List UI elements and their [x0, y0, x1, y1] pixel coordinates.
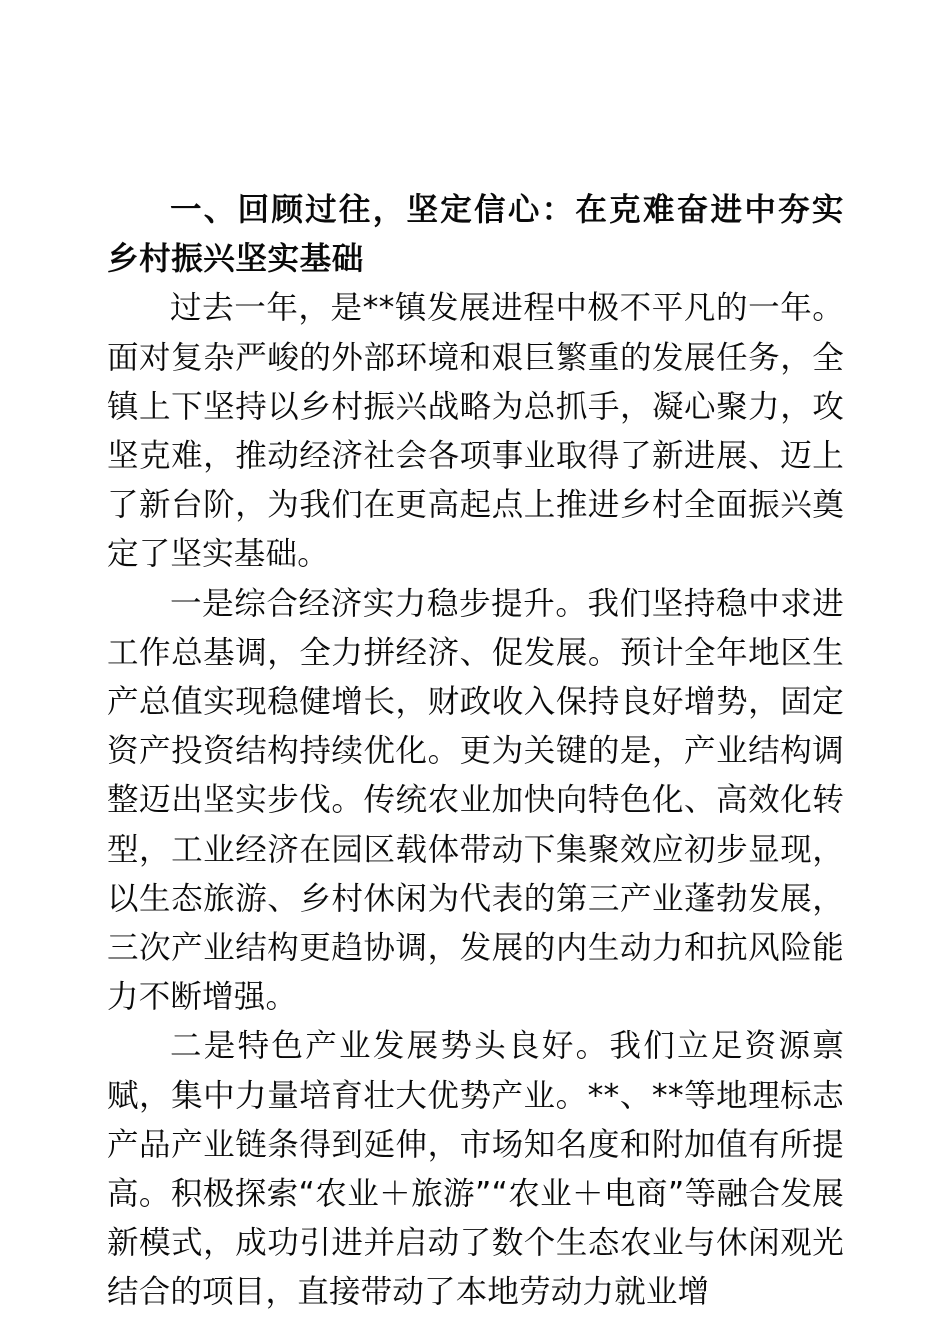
paragraph-point-one-economy: 一是综合经济实力稳步提升。我们坚持稳中求进工作总基调，全力拼经济、促发展。预计全年地区生产总值实现稳健增长，财政收入保持良好增势，固定资产投资结构持续优化。更为关键的是，产业结构调整迈出坚实步伐。传统农业加快向特色化、高效化转型，工业经济在园区载体带动下集聚效应初步显现，以生态旅游、乡村休闲为代表的第三产业蓬勃发展，三次产业结构更趋协调，发展的内生动力和抗风险能力不断增强。 [107, 585, 844, 1016]
paragraph-point-two-industry: 二是特色产业发展势头良好。我们立足资源禀赋，集中力量培育壮大优势产业。**、**等地理标志产品产业链条得到延伸，市场知名度和附加值有所提高。积极探索“农业＋旅游”“农业＋电商”等融合发展新模式，成功引进并启动了数个生态农业与休闲观光结合的项目，直接带动了本地劳动力就业增 [107, 1028, 844, 1311]
document-text-body [107, 186, 844, 1318]
section-heading-one: 一、回顾过往，坚定信心：在克难奋进中夯实乡村振兴坚实基础 [107, 192, 844, 278]
paragraph-past-year-overview: 过去一年，是**镇发展进程中极不平凡的一年。面对复杂严峻的外部环境和艰巨繁重的发展任务，全镇上下坚持以乡村振兴战略为总抓手，凝心聚力，攻坚克难，推动经济社会各项事业取得了新进展、迈上了新台阶，为我们在更高起点上推进乡村全面振兴奠定了坚实基础。 [107, 290, 844, 573]
